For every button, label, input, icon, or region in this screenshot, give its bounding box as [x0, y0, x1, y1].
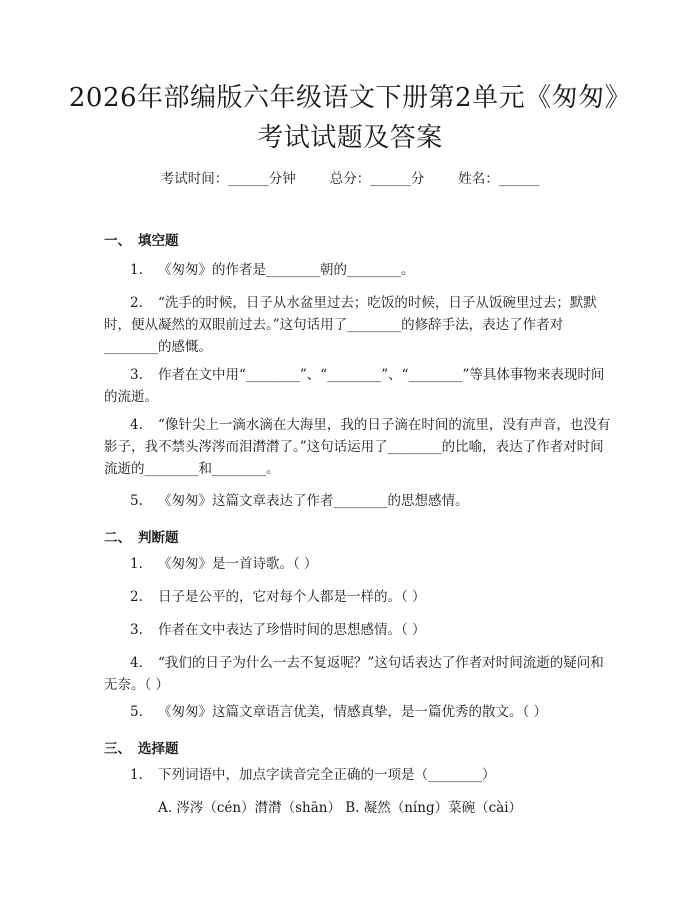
question-text: 《匆匆》的作者是________朝的________。 [158, 262, 415, 278]
question-text: “洗手的时候，日子从水盆里过去；吃饭的时候，日子从饭碗里过去；默默时，便从凝然的双眼前过去。”这句话用了________的修辞手法，表达了作者对________的感慨。 [104, 295, 597, 355]
question-number: 3. [130, 367, 143, 383]
exam-score: 总分：______分 [329, 171, 425, 187]
section-title: 填空题 [138, 233, 179, 249]
question-number: 2. [130, 295, 143, 311]
judge-question-4 [104, 652, 612, 696]
question-number: 1. [130, 556, 143, 572]
question-text: 《匆匆》这篇文章表达了作者________的思想感情。 [158, 493, 469, 509]
section-title: 判断题 [138, 530, 179, 546]
fill-question-1 [104, 259, 612, 281]
question-text: “像针尖上一滴水滴在大海里，我的日子滴在时间的流里，没有声音，也没有影子，我不禁头涔涔而泪潸潸了。”这句话运用了________的比喻，表达了作者对时间流逝的________和________。 [104, 417, 611, 477]
section-number: 一、 [104, 233, 131, 249]
fill-question-5 [104, 490, 612, 512]
fill-question-3 [104, 364, 612, 408]
question-text: 《匆匆》是一首诗歌。（ ） [158, 556, 318, 572]
judge-question-1 [104, 553, 612, 575]
question-number: 1. [130, 262, 143, 278]
fill-question-2 [104, 292, 612, 358]
question-text: 作者在文中用“________”、“________”、“________”等具体事物来表现时间的流逝。 [104, 367, 605, 405]
question-number: 5. [130, 704, 143, 720]
question-number: 2. [130, 589, 143, 605]
exam-time: 考试时间：______分钟 [160, 171, 296, 187]
choice-options: A. 涔涔（cén）潸潸（shān） B. 凝然（níng）菜碗（cài） [158, 800, 523, 816]
section-heading-judge [104, 526, 179, 546]
question-number: 5. [130, 493, 143, 509]
question-text: 日子是公平的，它对每个人都是一样的。（ ） [158, 589, 426, 605]
section-heading-choice [104, 737, 179, 757]
page-title: 2026年部编版六年级语文下册第2单元《匆匆》考试试题及答案 [68, 83, 632, 153]
fill-question-4 [104, 414, 612, 480]
section-heading-fill [104, 229, 179, 249]
exam-info [0, 170, 700, 188]
section-number: 二、 [104, 530, 131, 546]
judge-question-2 [104, 586, 612, 608]
question-text: “我们的日子为什么一去不复返呢？”这句话表达了作者对时间流逝的疑问和无奈。（ ） [104, 655, 604, 693]
question-text: 作者在文中表达了珍惜时间的思想感情。（ ） [158, 622, 426, 638]
judge-question-5 [104, 701, 612, 723]
question-number: 1. [130, 767, 143, 783]
judge-question-3 [104, 619, 612, 641]
section-title: 选择题 [138, 741, 179, 757]
section-number: 三、 [104, 741, 131, 757]
exam-name: 姓名：______ [458, 171, 540, 187]
choice-question-1 [104, 764, 612, 786]
question-number: 4. [130, 417, 143, 433]
question-number: 4. [130, 655, 143, 671]
question-number: 3. [130, 622, 143, 638]
question-text: 下列词语中，加点字读音完全正确的一项是（________） [158, 767, 496, 783]
question-text: 《匆匆》这篇文章语言优美，情感真挚，是一篇优秀的散文。（ ） [158, 704, 548, 720]
